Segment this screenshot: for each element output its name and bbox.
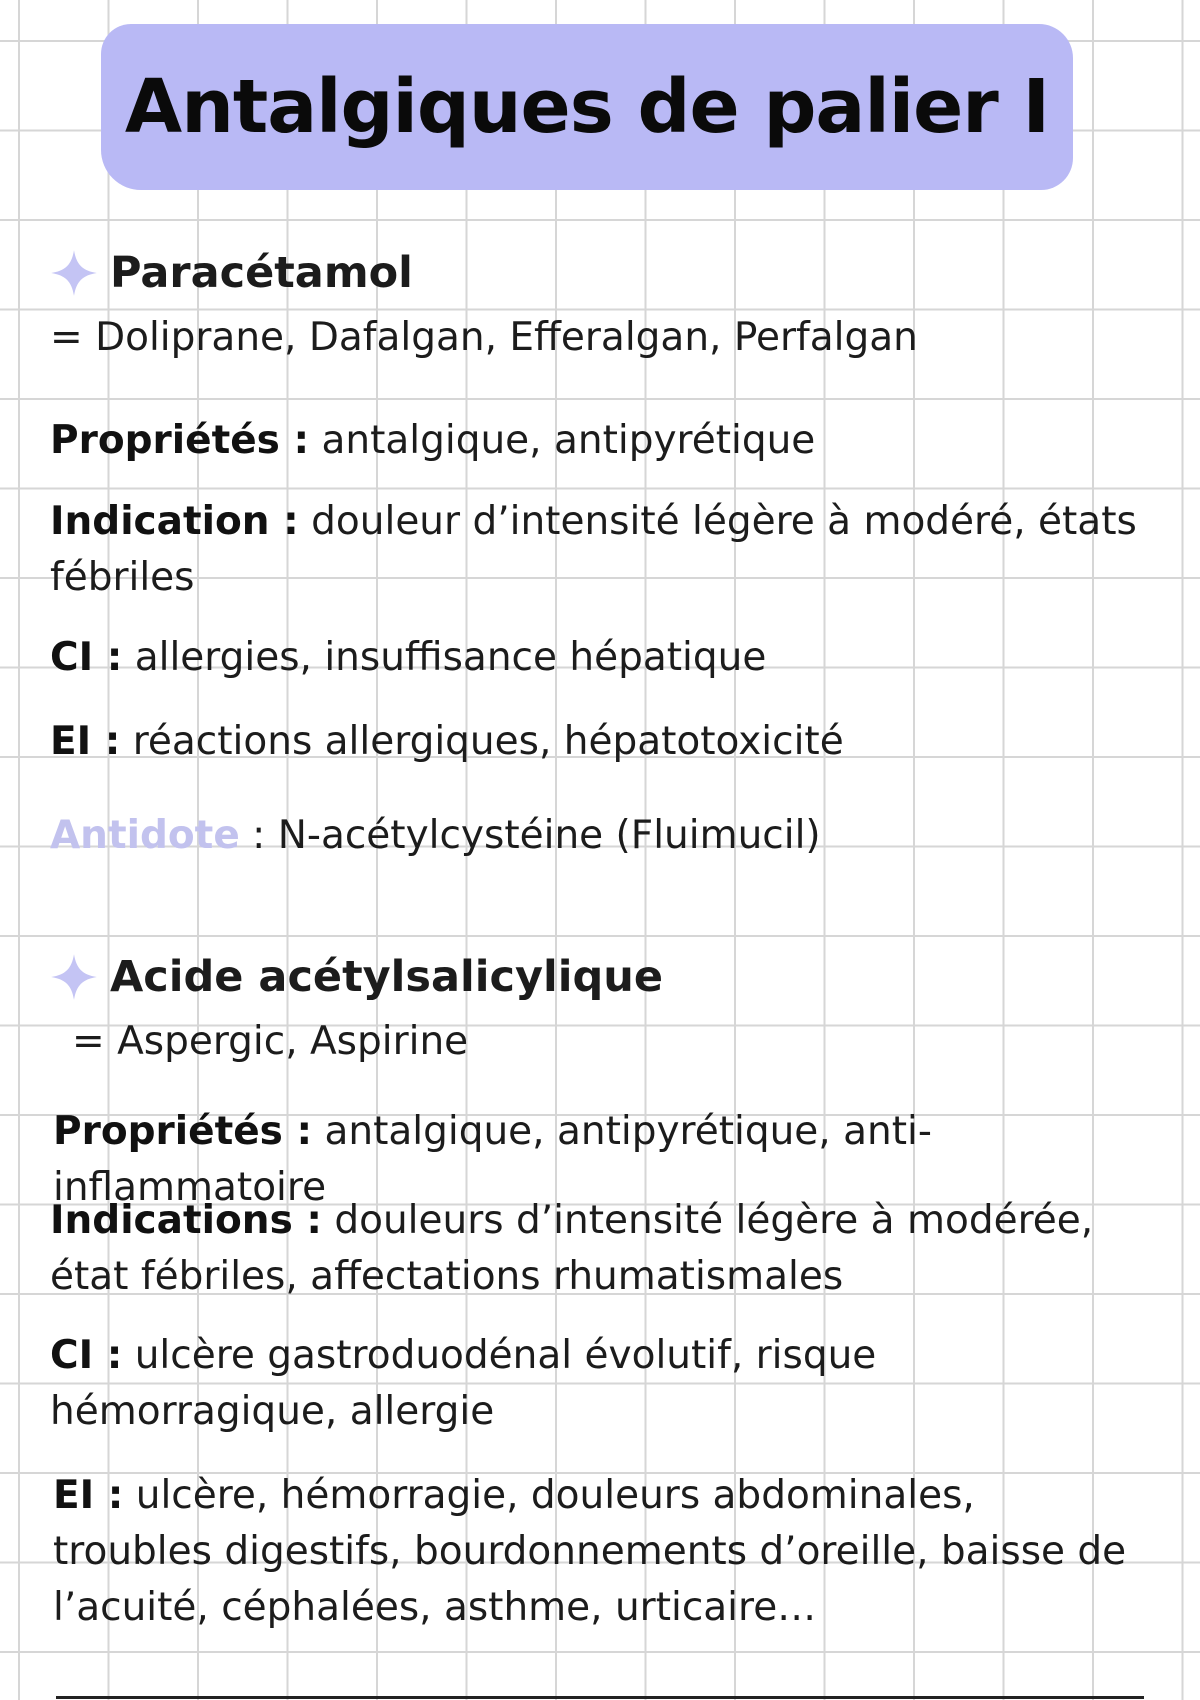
proprietes-text: antalgique, antipyrétique, anti-inflammatoire (53, 1109, 932, 1210)
antidote-label: Antidote (50, 813, 240, 858)
ei-text: ulcère, hémorragie, douleurs abdominales, troubles digestifs, bourdonnements d’oreille, baisse de l’acuité, céphalées, asthme, urticaire… (53, 1473, 1127, 1630)
proprietes-label: Propriétés : (53, 1109, 313, 1154)
ci-line (50, 630, 1140, 686)
indication-line (50, 494, 1140, 606)
proprietes-line (50, 413, 1140, 469)
ei-label: EI : (53, 1473, 124, 1518)
proprietes-label: Propriétés : (50, 418, 310, 463)
ci-label: CI : (50, 1333, 123, 1378)
ci-text: ulcère gastroduodénal évolutif, risque hémorragique, allergie (50, 1333, 877, 1434)
section-title: Paracétamol (110, 248, 413, 298)
ci-text: allergies, insuffisance hépatique (122, 635, 767, 680)
ei-line (53, 1468, 1143, 1636)
section-heading-acide-acetylsalicylique (50, 952, 663, 1002)
proprietes-text: antalgique, antipyrétique (309, 418, 816, 463)
indications-label: Indications : (50, 1198, 322, 1243)
brands-line: = Aspergic, Aspirine (72, 1019, 469, 1064)
ci-line (50, 1328, 1140, 1440)
ei-line (50, 714, 1140, 770)
title-banner (101, 24, 1073, 190)
section-title: Acide acétylsalicylique (110, 952, 664, 1002)
indications-line (50, 1193, 1140, 1305)
indication-text: douleur d’intensité légère à modéré, états fébriles (50, 499, 1137, 600)
brands-line: = Doliprane, Dafalgan, Efferalgan, Perfalgan (50, 315, 918, 360)
page-title: Antalgiques de palier I (124, 64, 1050, 150)
antidote-text: : N-acétylcystéine (Fluimucil) (239, 813, 821, 858)
section-heading-paracetamol (50, 248, 413, 298)
antidote-line (50, 808, 1140, 864)
divider (56, 1696, 1144, 1699)
ei-label: EI : (50, 719, 121, 764)
ei-text: réactions allergiques, hépatotoxicité (120, 719, 844, 764)
sparkle-icon (50, 249, 98, 297)
indication-label: Indication : (50, 499, 299, 544)
indications-text: douleurs d’intensité légère à modérée, état fébriles, affectations rhumatismales (50, 1198, 1094, 1299)
ci-label: CI : (50, 635, 123, 680)
sparkle-icon (50, 953, 98, 1001)
